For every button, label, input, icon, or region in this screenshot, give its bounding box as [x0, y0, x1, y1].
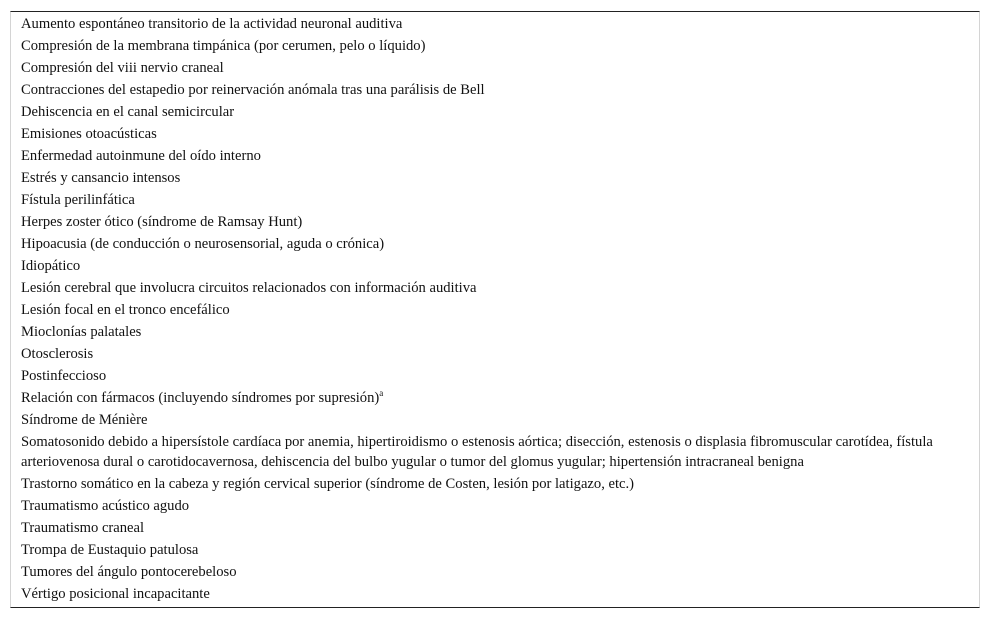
table-row: Dehiscencia en el canal semicircular [21, 104, 235, 120]
table-row: Herpes zoster ótico (síndrome de Ramsay Hunt) [21, 214, 303, 230]
table-row: Lesión cerebral que involucra circuitos relacionados con información auditiva [21, 280, 477, 296]
footnote-marker: a [379, 388, 384, 399]
table-row: Lesión focal en el tronco encefálico [21, 302, 230, 318]
table-row: Aumento espontáneo transitorio de la actividad neuronal auditiva [21, 16, 403, 32]
table-row: Contracciones del estapedio por reinervación anómala tras una parálisis de Bell [21, 82, 485, 98]
table-row: Tumores del ángulo pontocerebeloso [21, 564, 237, 580]
table-row: Traumatismo acústico agudo [21, 498, 190, 514]
table-row: Idiopático [21, 258, 81, 274]
table-row: Trompa de Eustaquio patulosa [21, 542, 199, 558]
table-row: Fístula perilinfática [21, 192, 135, 208]
table-row: Enfermedad autoinmune del oído interno [21, 148, 261, 164]
causes-table [10, 11, 980, 608]
table-row: Somatosonido debido a hipersístole cardíaca por anemia, hipertiroidismo o estenosis aórtica; disección, estenosis o displasia fibromuscular carotídea, fístula arteriovenosa dural o carotidocavernosa, dehiscencia del bulbo yugular o tumor del glomus yugular; hipertensión intracraneal benigna [21, 434, 933, 470]
table-row [11, 387, 979, 409]
table-row: Trastorno somático en la cabeza y región cervical superior (síndrome de Costen, lesión por latigazo, etc.) [21, 476, 635, 492]
table-row: Mioclonías palatales [21, 324, 142, 340]
table-row: Hipoacusia (de conducción o neurosensorial, aguda o crónica) [21, 236, 385, 252]
table-row: Estrés y cansancio intensos [21, 170, 181, 186]
row-text: Relación con fármacos (incluyendo síndromes por supresión) [21, 390, 380, 406]
table-row: Vértigo posicional incapacitante [21, 586, 210, 602]
table-row: Síndrome de Ménière [21, 412, 148, 428]
table-row: Compresión de la membrana timpánica (por cerumen, pelo o líquido) [21, 38, 426, 54]
table-row: Emisiones otoacústicas [21, 126, 157, 142]
table-row: Traumatismo craneal [21, 520, 145, 536]
table-row: Compresión del viii nervio craneal [21, 60, 224, 76]
table-row: Postinfeccioso [21, 368, 107, 384]
table-row: Otosclerosis [21, 346, 94, 362]
